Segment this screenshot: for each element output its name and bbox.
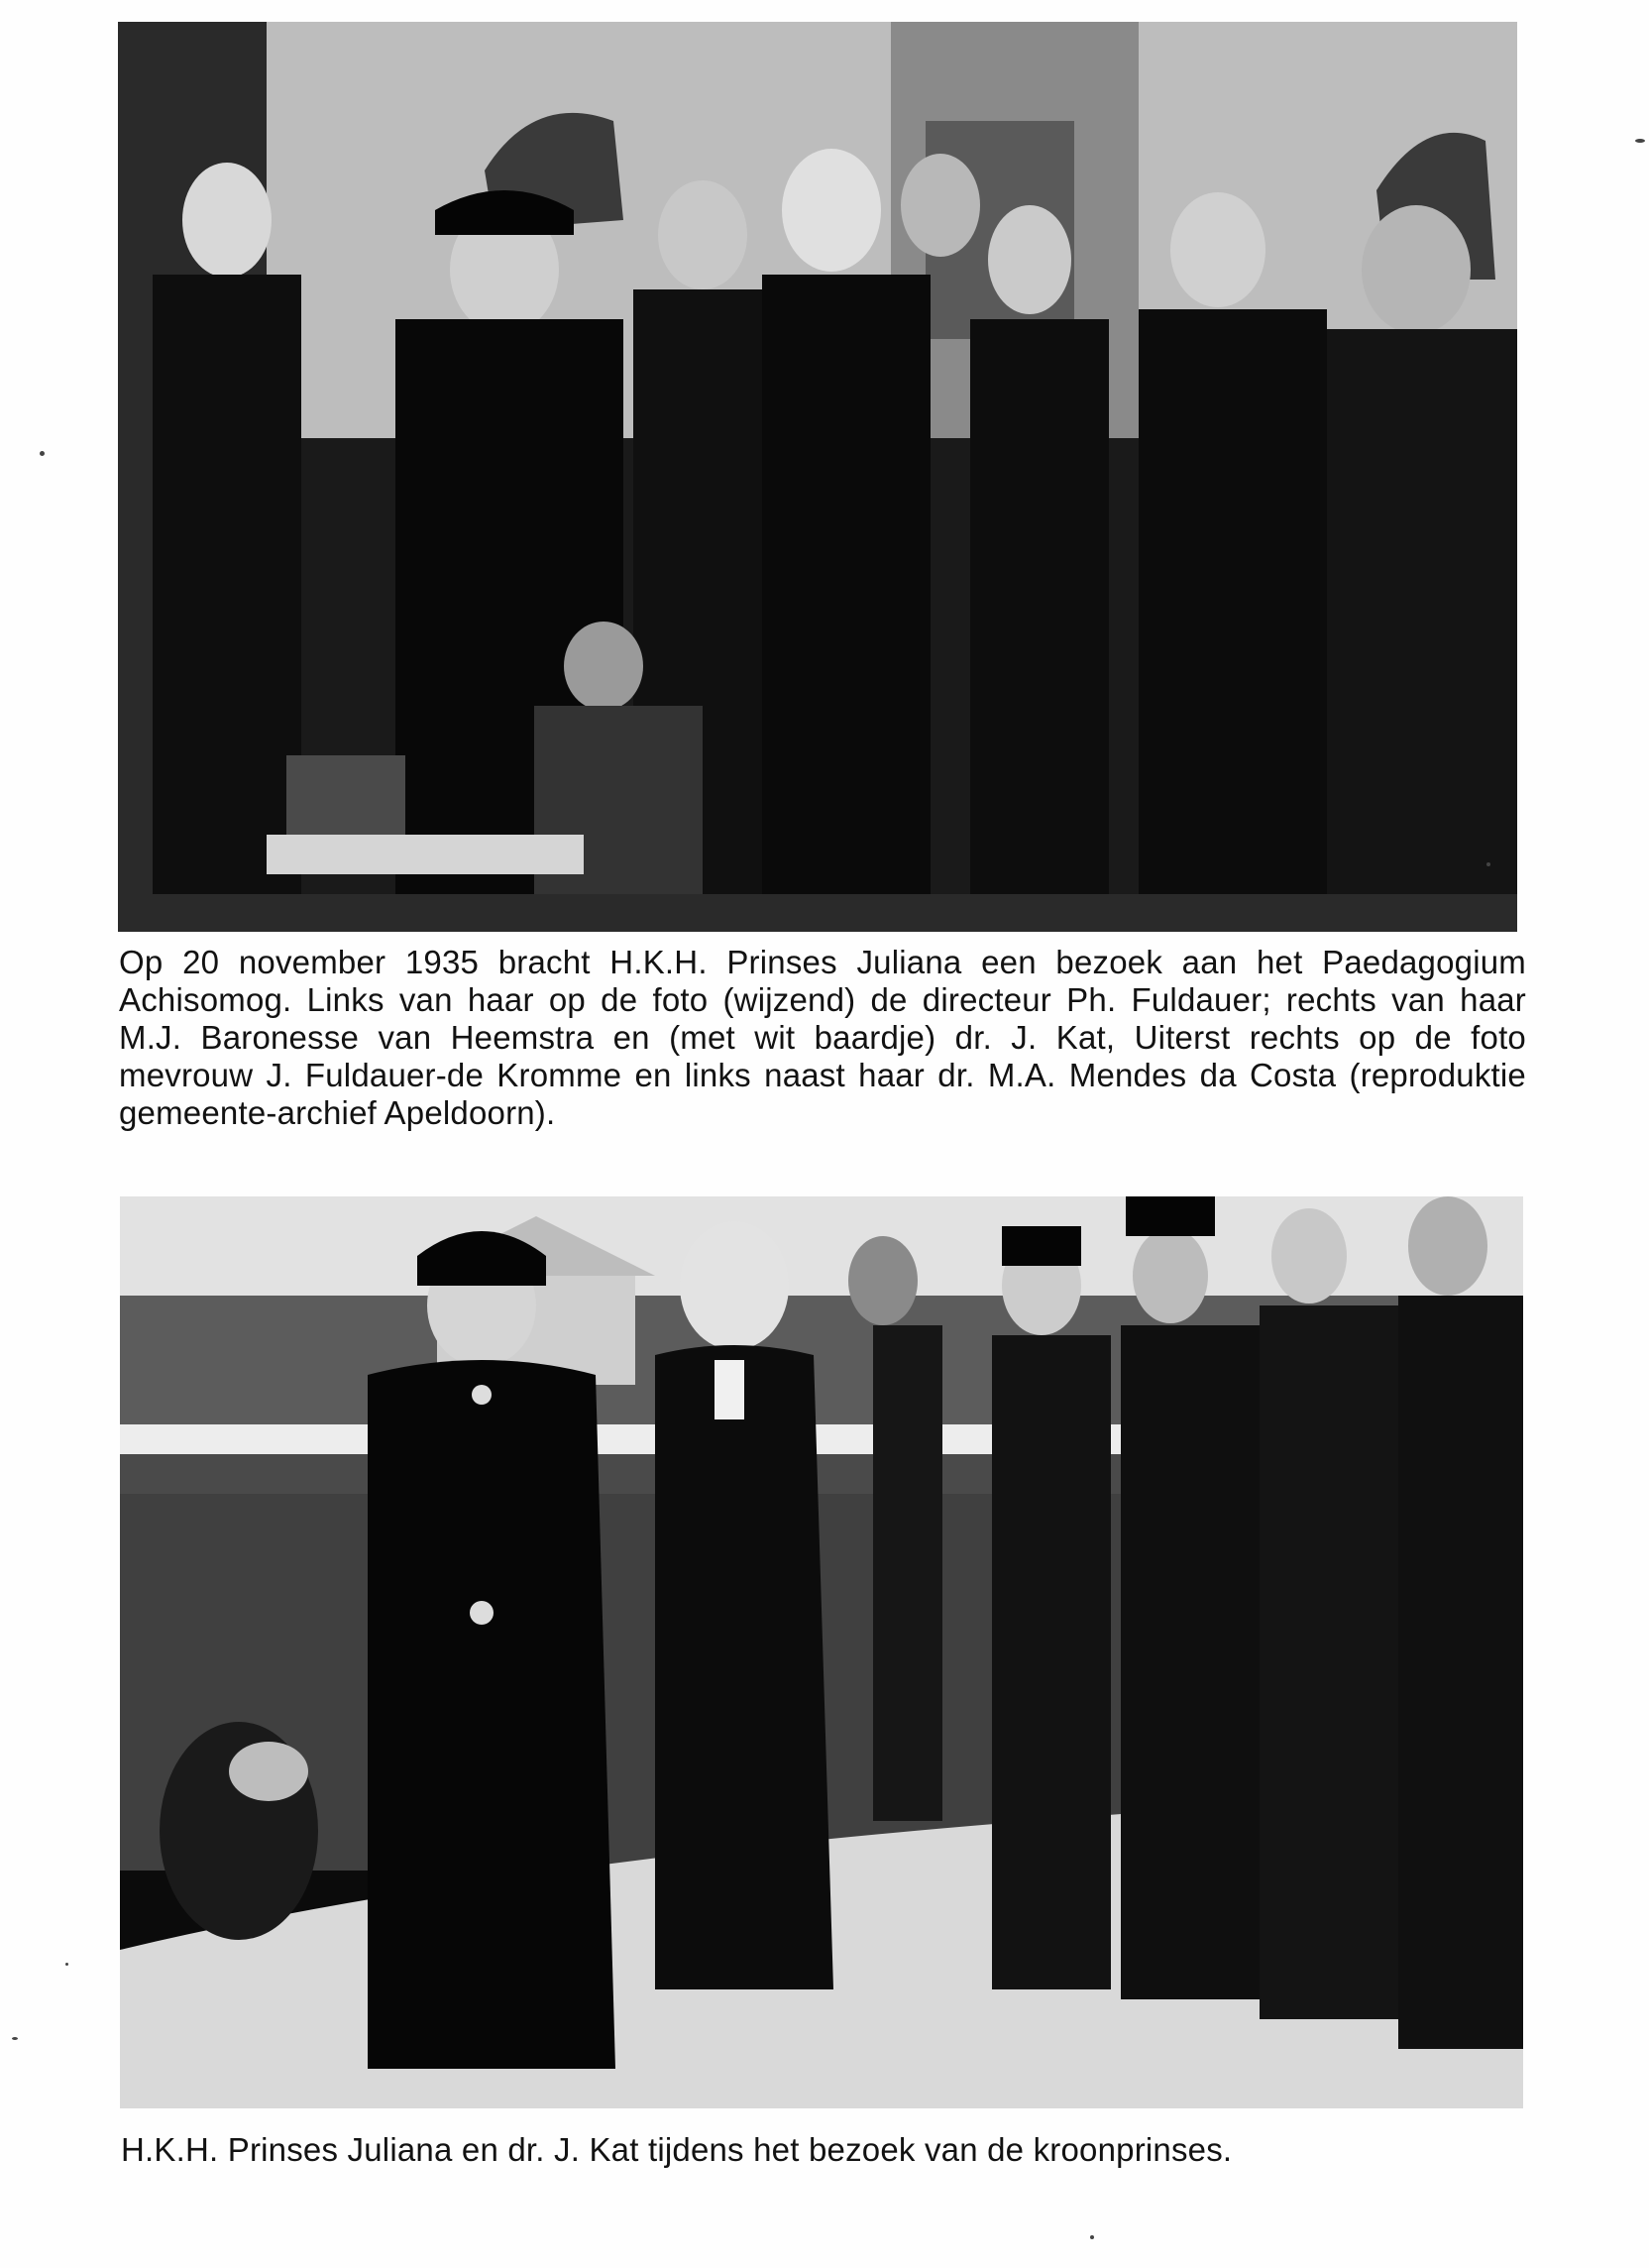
scan-speck xyxy=(40,451,45,456)
scan-speck xyxy=(65,1963,68,1966)
caption-line: Achisomog. Links van haar op de foto (wijzend) de directeur Ph. Fuldauer; rechts van haar xyxy=(119,981,1526,1018)
caption-line: Op 20 november 1935 bracht H.K.H. Prinses Juliana een bezoek aan het Paedagogium xyxy=(119,944,1526,980)
top-photograph xyxy=(118,22,1517,932)
caption-line: gemeente-archief Apeldoorn). xyxy=(119,1094,556,1131)
caption-line: M.J. Baronesse van Heemstra en (met wit baardje) dr. J. Kat, Uiterst rechts op de foto xyxy=(119,1019,1526,1056)
scan-speck xyxy=(1090,2235,1094,2239)
top-caption xyxy=(119,944,1526,1132)
scan-speck xyxy=(12,2037,18,2040)
scan-speck xyxy=(1635,139,1645,143)
bottom-photograph xyxy=(120,1196,1523,2108)
scan-speck xyxy=(1486,862,1490,866)
bottom-caption: H.K.H. Prinses Juliana en dr. J. Kat tijdens het bezoek van de kroonprinses. xyxy=(121,2131,1233,2168)
caption-line: mevrouw J. Fuldauer-de Kromme en links naast haar dr. M.A. Mendes da Costa (reproduktie xyxy=(119,1057,1526,1093)
group-photo-icon xyxy=(118,22,1517,932)
walking-group-photo-icon xyxy=(120,1196,1523,2108)
